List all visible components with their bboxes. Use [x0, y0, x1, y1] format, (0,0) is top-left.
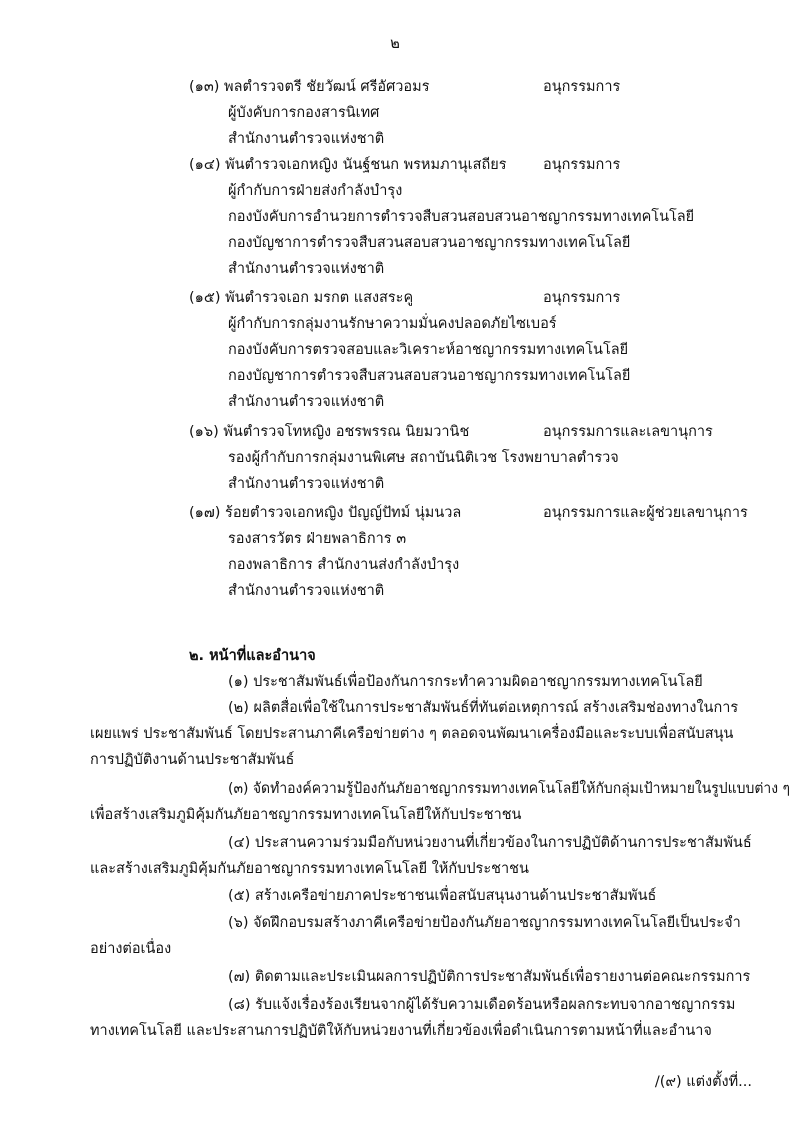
member-number: (๑๖) [189, 424, 219, 440]
duty-line: (๑) ประชาสัมพันธ์เพื่อป้องกันการกระทำความผิดอาชญากรรมทางเทคโนโลยี [228, 674, 703, 690]
member-number: (๑๗) [189, 505, 221, 521]
member-14-detail: ผู้กำกับการฝ่ายส่งกำลังบำรุง [228, 183, 403, 199]
member-15-detail: กองบัญชาการตำรวจสืบสวนสอบสวนอาชญากรรมทางเทคโนโลยี [228, 368, 631, 384]
member-13-detail: ผู้บังคับการกองสารนิเทศ [228, 105, 380, 121]
member-17-role: อนุกรรมการและผู้ช่วยเลขานุการ [543, 505, 748, 521]
duty-line: เพื่อสร้างเสริมภูมิคุ้มกันภัยอาชญากรรมทางเทคโนโลยีให้กับประชาชน [90, 807, 522, 823]
member-17-detail: กองพลาธิการ สำนักงานส่งกำลังบำรุง [228, 557, 460, 573]
continuation-footer: /(๙) แต่งตั้งที่... [654, 1074, 752, 1090]
duty-line: (๗) ติดตามและประเมินผลการปฏิบัติการประชาสัมพันธ์เพื่อรายงานต่อคณะกรรมการ [228, 969, 751, 985]
duty-line: (๒) ผลิตสื่อเพื่อใช้ในการประชาสัมพันธ์ที่ทันต่อเหตุการณ์ สร้างเสริมช่องทางในการ [228, 700, 739, 716]
page-number: ๒ [390, 34, 400, 52]
duty-line: (๕) สร้างเครือข่ายภาคประชาชนเพื่อสนับสนุนงานด้านประชาสัมพันธ์ [228, 888, 657, 904]
member-15-name [189, 285, 413, 311]
duty-line: เผยแพร่ ประชาสัมพันธ์ โดยประสานภาคีเครือข่ายต่าง ๆ ตลอดจนพัฒนาเครื่องมือและระบบเพื่อสนับสนุน [90, 726, 734, 742]
member-14-detail: สำนักงานตำรวจแห่งชาติ [228, 261, 385, 277]
member-number: (๑๓) [189, 79, 220, 95]
member-16-detail: สำนักงานตำรวจแห่งชาติ [228, 476, 385, 492]
member-number: (๑๕) [189, 290, 221, 306]
member-15-detail: ผู้กำกับการกลุ่มงานรักษาความมั่นคงปลอดภัยไซเบอร์ [228, 316, 557, 332]
duty-line: อย่างต่อเนื่อง [90, 941, 172, 957]
duty-line: (๖) จัดฝึกอบรมสร้างภาคีเครือข่ายป้องกันภัยอาชญากรรมทางเทคโนโลยีเป็นประจำ [228, 915, 741, 931]
duty-line: การปฏิบัติงานด้านประชาสัมพันธ์ [90, 752, 295, 768]
member-17-name [189, 500, 461, 526]
member-13-detail: สำนักงานตำรวจแห่งชาติ [228, 131, 385, 147]
member-16-role: อนุกรรมการและเลขานุการ [543, 424, 713, 440]
member-15-detail: กองบังคับการตรวจสอบและวิเคราะห์อาชญากรรมทางเทคโนโลยี [228, 342, 629, 358]
duty-line: (๓) จัดทำองค์ความรู้ป้องกันภัยอาชญากรรมทางเทคโนโลยีให้กับกลุ่มเป้าหมายในรูปแบบต่าง ๆ [228, 781, 790, 797]
member-name: พันตำรวจโทหญิง อชรพรรณ นิยมวานิช [223, 424, 470, 440]
member-16-detail: รองผู้กำกับการกลุ่มงานพิเศษ สถาบันนิติเวช โรงพยาบาลตำรวจ [228, 450, 619, 466]
member-15-detail: สำนักงานตำรวจแห่งชาติ [228, 394, 385, 410]
member-13-name [189, 74, 430, 100]
member-17-detail: รองสารวัตร ฝ่ายพลาธิการ ๓ [228, 531, 407, 547]
section-title: ๒. หน้าที่และอำนาจ [189, 648, 316, 664]
member-13-role: อนุกรรมการ [543, 79, 621, 95]
member-14-detail: กองบังคับการอำนวยการตำรวจสืบสวนสอบสวนอาชญากรรมทางเทคโนโลยี [228, 209, 695, 225]
duty-line: และสร้างเสริมภูมิคุ้มกันภัยอาชญากรรมทางเทคโนโลยี ให้กับประชาชน [90, 861, 529, 877]
member-14-role: อนุกรรมการ [543, 157, 621, 173]
member-14-detail: กองบัญชาการตำรวจสืบสวนสอบสวนอาชญากรรมทางเทคโนโลยี [228, 235, 631, 251]
member-14-name [189, 152, 507, 178]
duty-line: (๔) ประสานความร่วมมือกับหน่วยงานที่เกี่ยวข้องในการปฏิบัติด้านการประชาสัมพันธ์ [228, 835, 752, 851]
member-name: ร้อยตำรวจเอกหญิง ปัญญ์ปัทม์ นุ่มนวล [225, 505, 462, 521]
duty-line: ทางเทคโนโลยี และประสานการปฏิบัติให้กับหน่วยงานที่เกี่ยวข้องเพื่อดำเนินการตามหน้าที่และอำนาจ [90, 1023, 712, 1039]
member-name: พันตำรวจเอก มรกต แสงสระคู [225, 290, 414, 306]
member-17-detail: สำนักงานตำรวจแห่งชาติ [228, 583, 385, 599]
member-number: (๑๔) [189, 157, 221, 173]
member-15-role: อนุกรรมการ [543, 290, 621, 306]
member-name: พันตำรวจเอกหญิง นันฐ์ชนก พรหมภานุเสถียร [225, 157, 507, 173]
member-16-name [189, 419, 469, 445]
member-name: พลตำรวจตรี ชัยวัฒน์ ศรีอัศวอมร [224, 79, 430, 95]
duty-line: (๘) รับแจ้งเรื่องร้องเรียนจากผู้ได้รับความเดือดร้อนหรือผลกระทบจากอาชญากรรม [228, 997, 736, 1013]
